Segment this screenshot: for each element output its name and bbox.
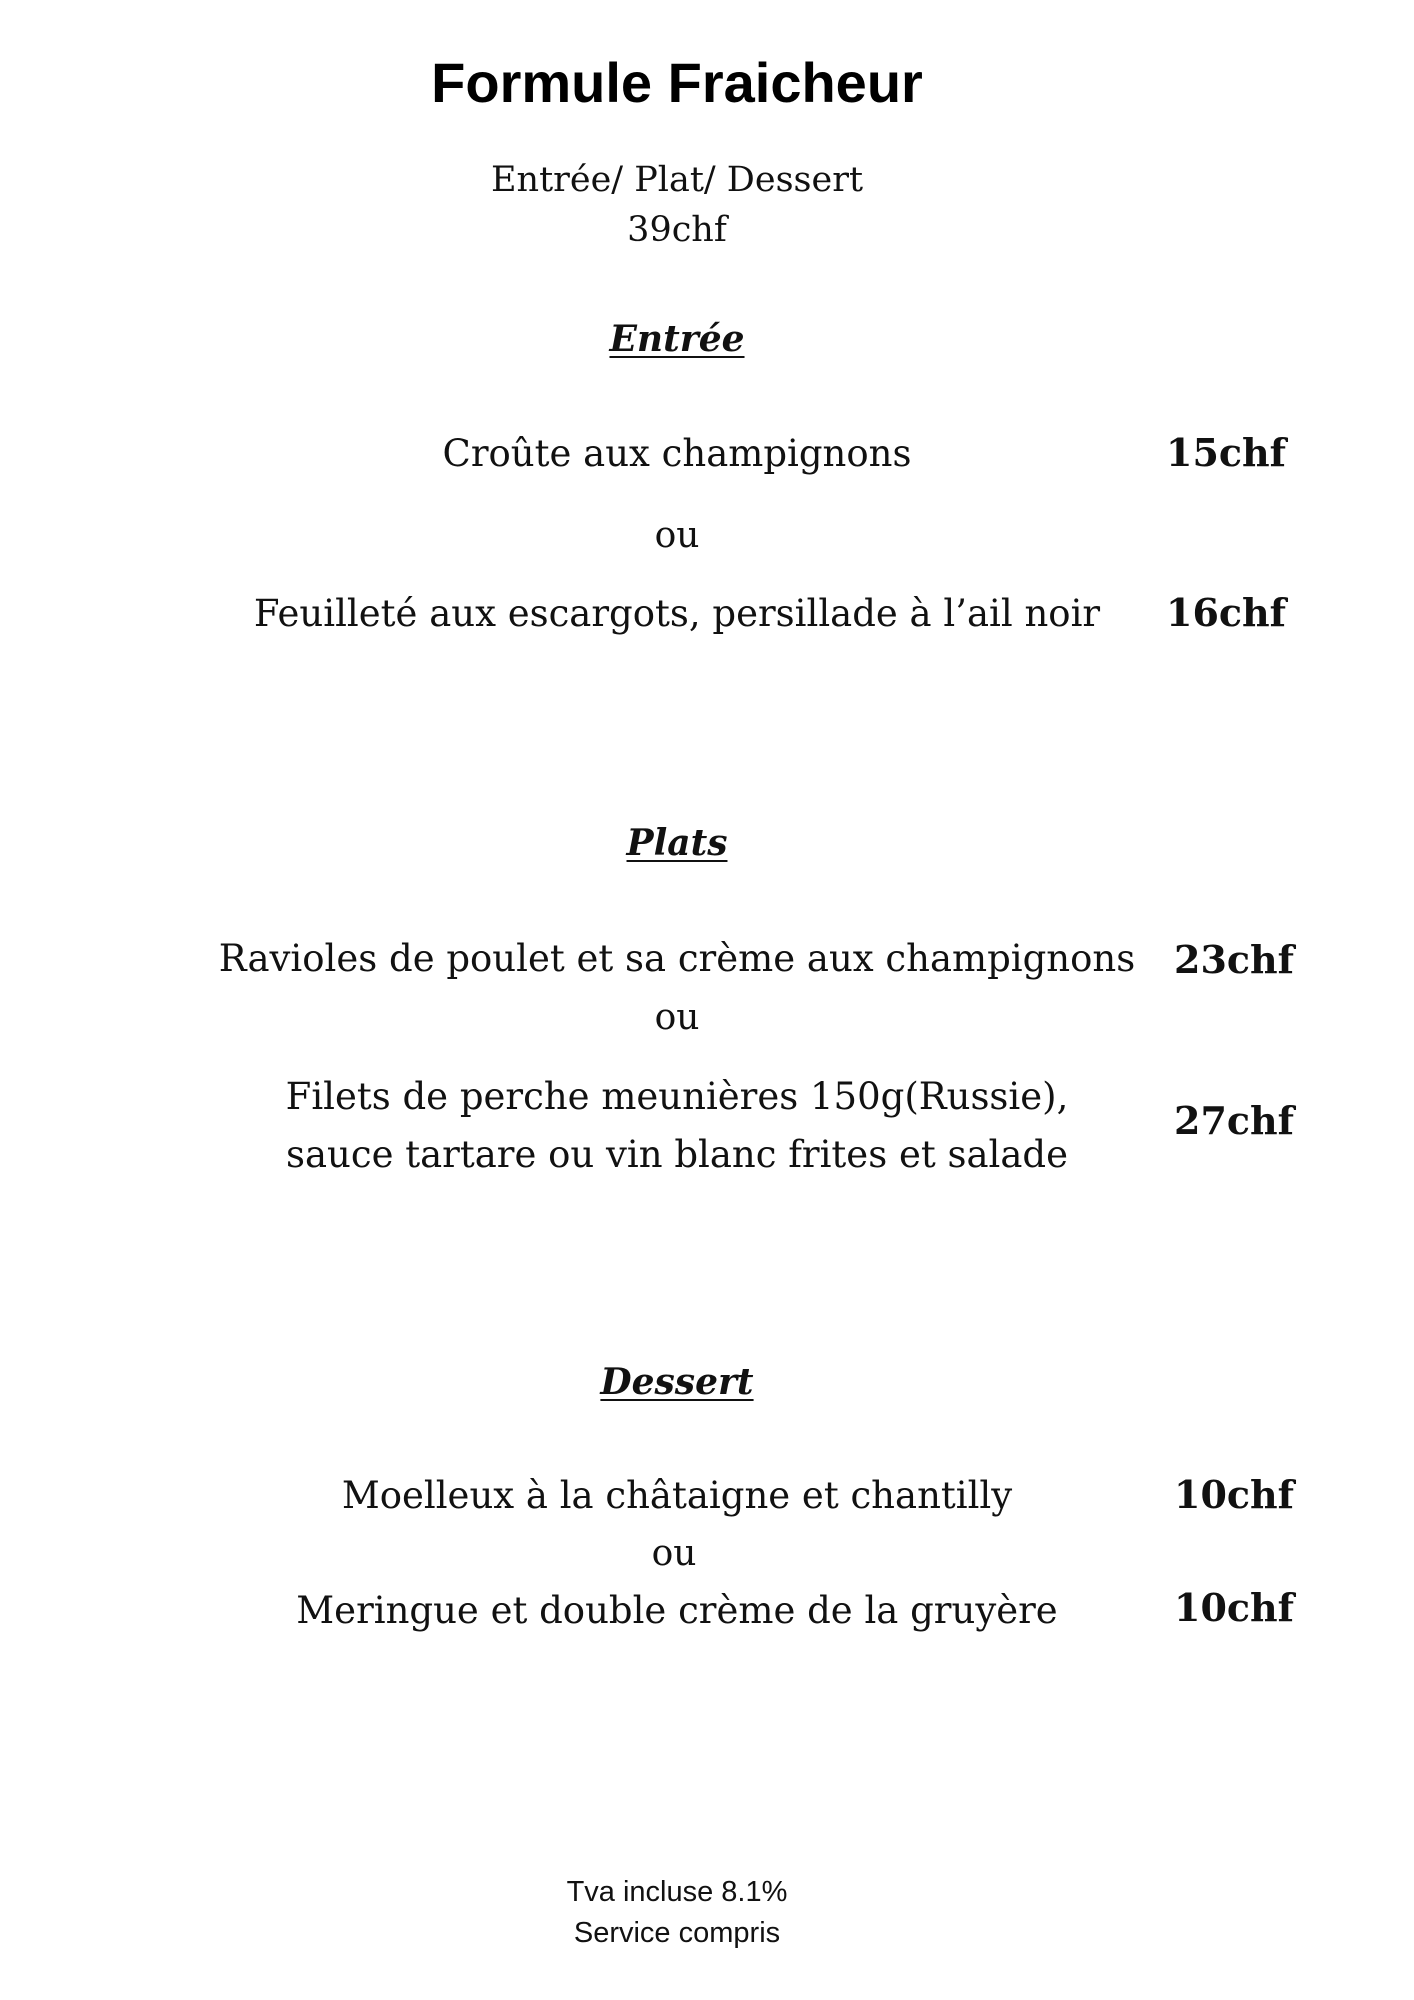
plats-item-1: Ravioles de poulet et sa crème aux champignons — [218, 937, 1136, 980]
entree-price-1: 15chf — [1166, 430, 1286, 475]
dessert-price-2: 10chf — [1174, 1585, 1294, 1630]
dessert-price-1: 10chf — [1174, 1472, 1294, 1517]
section-heading-dessert: Dessert — [600, 1361, 754, 1403]
plats-price-1: 23chf — [1174, 937, 1294, 982]
entree-or: ou — [654, 515, 700, 556]
entree-item-2: Feuilleté aux escargots, persillade à l’ail noir — [253, 592, 1101, 635]
dessert-item-1: Moelleux à la châtaigne et chantilly — [341, 1474, 1013, 1517]
menu-price: 39chf — [627, 210, 727, 250]
section-heading-plats: Plats — [626, 822, 728, 864]
section-heading-entree: Entrée — [609, 318, 745, 360]
footer-service: Service compris — [573, 1917, 781, 1949]
plats-item-2-line-1: Filets de perche meunières 150g(Russie), — [285, 1075, 1069, 1118]
dessert-or: ou — [651, 1533, 697, 1574]
entree-item-1: Croûte aux champignons — [442, 432, 912, 475]
menu-courses: Entrée/ Plat/ Dessert — [490, 160, 864, 200]
plats-item-2-line-2: sauce tartare ou vin blanc frites et salade — [285, 1133, 1068, 1176]
entree-price-2: 16chf — [1166, 590, 1286, 635]
dessert-item-2: Meringue et double crème de la gruyère — [296, 1589, 1058, 1632]
plats-price-2: 27chf — [1174, 1098, 1294, 1143]
plats-or: ou — [654, 997, 700, 1038]
menu-title: Formule Fraicheur — [431, 51, 923, 114]
footer-vat: Tva incluse 8.1% — [566, 1876, 788, 1908]
